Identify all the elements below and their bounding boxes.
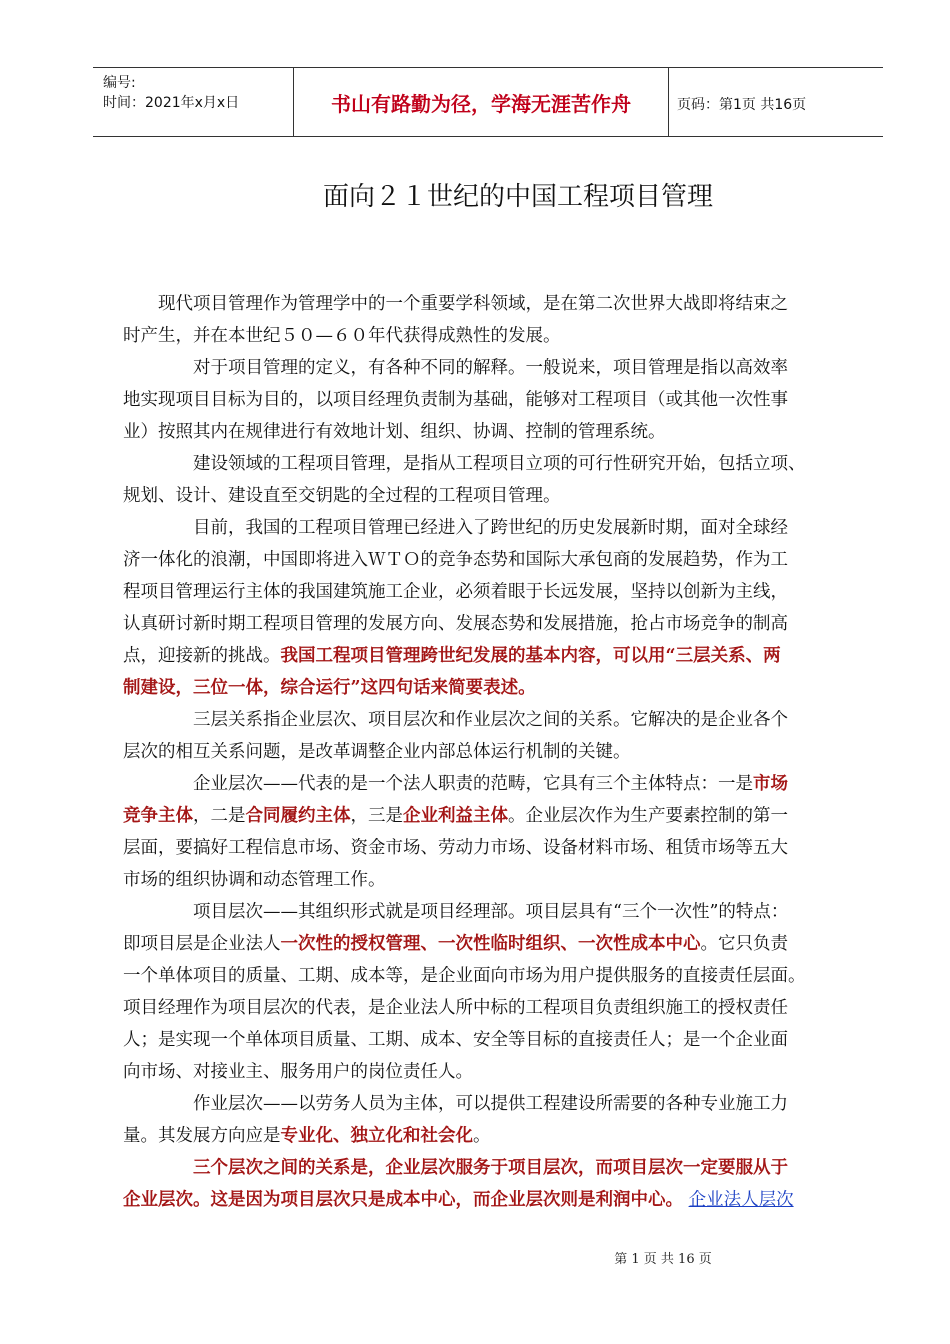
body-line [123, 320, 863, 352]
body-line [123, 352, 863, 384]
motto-text: 书山有路勤为径，学海无涯苦作舟 [331, 92, 631, 116]
body-text: 对于项目管理的定义，有各种不同的解释。一般说来，项目管理是指以高效率 [123, 358, 788, 378]
body-line [123, 800, 863, 832]
document-header [93, 67, 883, 137]
body-line [123, 896, 863, 928]
body-text: 。它只负责 [700, 934, 788, 954]
body-text: 目前，我国的工程项目管理已经进入了跨世纪的历史发展新时期，面对全球经 [123, 518, 788, 538]
body-line [123, 736, 863, 768]
body-text: 点，迎接新的挑战。 [123, 646, 281, 666]
highlighted-text: 制建设，三位一体，综合运行”这四句话来简要表述。 [123, 678, 536, 698]
page-footer: 第 1 页 共 16 页 [614, 1252, 712, 1267]
body-line [123, 288, 863, 320]
body-line [123, 864, 863, 896]
body-line [123, 1120, 863, 1152]
body-text: ，二是 [193, 806, 246, 826]
body-text: 规划、设计、建设直至交钥匙的全过程的工程项目管理。 [123, 486, 561, 506]
body-text: 济一体化的浪潮，中国即将进入ＷＴＯ的竞争态势和国际大承包商的发展趋势，作为工 [123, 550, 788, 570]
document-title: 面向２１世纪的中国工程项目管理 [322, 182, 713, 212]
body-text: 企业层次——代表的是一个法人职责的范畴，它具有三个主体特点：一是 [123, 774, 753, 794]
header-page-cell [668, 68, 883, 136]
body-line [123, 928, 863, 960]
body-line [123, 640, 863, 672]
highlighted-text: 企业层次。这是因为项目层次只是成本中心，而企业层次则是利润中心。 [123, 1190, 683, 1210]
body-text: 现代项目管理作为管理学中的一个重要学科领域，是在第二次世界大战即将结束之 [123, 294, 788, 314]
body-line [123, 1024, 863, 1056]
body-text: 项目经理作为项目层次的代表，是企业法人所中标的工程项目负责组织施工的授权责任 [123, 998, 788, 1018]
body-text: 时产生，并在本世纪５０—６０年代获得成熟性的发展。 [123, 326, 561, 346]
body-text: 业）按照其内在规律进行有效地计划、组织、协调、控制的管理系统。 [123, 422, 666, 442]
highlighted-text: 我国工程项目管理跨世纪发展的基本内容，可以用“三层关系、两 [280, 646, 781, 666]
highlighted-text: 市场 [753, 774, 788, 794]
body-text: 一个单体项目的质量、工期、成本等，是企业面向市场为用户提供服务的直接责任层面。 [123, 966, 806, 986]
highlighted-text: 合同履约主体 [245, 806, 351, 826]
body-line [123, 704, 863, 736]
body-line [123, 1088, 863, 1120]
body-text: 认真研讨新时期工程项目管理的发展方向、发展态势和发展措施，抢占市场竞争的制高 [123, 614, 788, 634]
highlighted-text: 专业化、独立化和社会化 [280, 1126, 473, 1146]
body-line [123, 992, 863, 1024]
body-text: 。企业层次作为生产要素控制的第一 [508, 806, 788, 826]
body-text: 。 [473, 1126, 491, 1146]
body-text: 三层关系指企业层次、项目层次和作业层次之间的关系。它解决的是企业各个 [123, 710, 788, 730]
header-meta-cell [93, 68, 293, 136]
body-text: 项目层次——其组织形式就是项目经理部。项目层具有“三个一次性”的特点： [123, 902, 789, 922]
highlighted-text: 一次性的授权管理、一次性临时组织、一次性成本中心 [280, 934, 701, 954]
page-code: 页码：第1页 共16页 [677, 97, 807, 113]
highlighted-text: 三个层次之间的关系是，企业层次服务于项目层次，而项目层次一定要服从于 [193, 1158, 788, 1178]
header-motto-cell [293, 68, 669, 136]
body-line [123, 960, 863, 992]
body-text: 向市场、对接业主、服务用户的岗位责任人。 [123, 1062, 473, 1082]
hyperlink[interactable]: 企业法人层次 [688, 1190, 794, 1210]
body-text: 市场的组织协调和动态管理工作。 [123, 870, 386, 890]
body-line [123, 384, 863, 416]
body-line [123, 416, 863, 448]
body-text: 即项目层是企业法人 [123, 934, 281, 954]
body-line [123, 768, 863, 800]
body-text: 地实现项目目标为目的，以项目经理负责制为基础，能够对工程项目（或其他一次性事 [123, 390, 788, 410]
time-label: 时间：2021年x月x日 [103, 95, 240, 111]
body-line [123, 448, 863, 480]
body-line [123, 1152, 863, 1184]
highlighted-text: 竞争主体 [123, 806, 193, 826]
body-text [123, 1158, 193, 1178]
body-line [123, 608, 863, 640]
body-text: 人；是实现一个单体项目质量、工期、成本、安全等目标的直接责任人；是一个企业面 [123, 1030, 788, 1050]
body-text: 程项目管理运行主体的我国建筑施工企业，必须着眼于长远发展，坚持以创新为主线， [123, 582, 788, 602]
body-line [123, 1056, 863, 1088]
body-line [123, 512, 863, 544]
body-line [123, 480, 863, 512]
body-text: 层面，要搞好工程信息市场、资金市场、劳动力市场、设备材料市场、租赁市场等五大 [123, 838, 788, 858]
body-text: 作业层次——以劳务人员为主体，可以提供工程建设所需要的各种专业施工力 [123, 1094, 788, 1114]
body-text: 层次的相互关系问题，是改革调整企业内部总体运行机制的关键。 [123, 742, 631, 762]
document-body [123, 288, 863, 1216]
body-text: 建设领域的工程项目管理，是指从工程项目立项的可行性研究开始，包括立项、 [123, 454, 806, 474]
body-line [123, 832, 863, 864]
body-line [123, 672, 863, 704]
number-label: 编号: [103, 75, 136, 91]
body-text: ，三是 [350, 806, 403, 826]
body-text: 量。其发展方向应是 [123, 1126, 281, 1146]
body-line [123, 1184, 863, 1216]
highlighted-text: 企业利益主体 [403, 806, 508, 826]
body-line [123, 576, 863, 608]
body-line [123, 544, 863, 576]
